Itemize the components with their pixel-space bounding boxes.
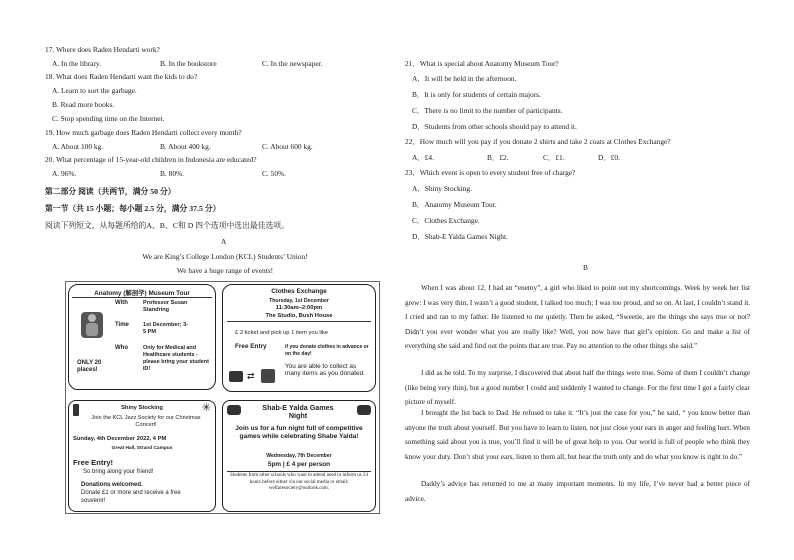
question-17: 17. Where does Raden Hendarti work? — [45, 45, 160, 54]
only-places: ONLY 20 places! — [77, 360, 102, 373]
yalda-join: Join us for a fun night full of competitive games while celebrating Shabe Yalda! — [235, 425, 363, 440]
question-20: 20. What percentage of 15-year-old children in Indonesia are educated? — [45, 155, 257, 164]
clothes-date: Thursday, 1st December — [269, 298, 329, 304]
clothes-collect: You are able to collect as many items as you donated. — [285, 363, 365, 377]
q21-option-b: B．It is only for students of certain majors. — [412, 90, 541, 99]
passage-b-paragraph-1: When I was about 12, I had an “enemy”, a girl who liked to point out my shortcomings. Week by week her list grew: I was very thin, I wasn’t a good student, I talked too much; I was too proud, and so on. At last, I couldn’t stand it. I cried and ran to my father. He listened to me quietly. Then he asked, “Sweetie, are the things she says true or not? Didn’t you ever wonder what you are really like? Well, you now have that girl’s opinion. Go and make a list of everything she said and find out the points that are true. Pay no attention to the other things she said.” — [405, 284, 750, 351]
q22-option-a: A．£4. — [412, 153, 434, 162]
q19-option-c: C. About 600 kg. — [262, 142, 313, 151]
stocking-date: Sunday, 4th December 2022, 4 PM — [73, 436, 167, 442]
yalda-students: Students from other schools who want to attend need to inform us 24 hours before either via our social media or email: welfaresociety@outlook.com. — [229, 473, 369, 492]
snowflake-icon: ✳ — [201, 402, 211, 414]
section-one-heading: 第一节（共 15 小题；每小题 2.5 分，满分 37.5 分） — [45, 204, 221, 213]
shiny-stocking-card — [68, 400, 216, 512]
with-value: Professor Susan Standring — [143, 300, 188, 313]
museum-title: Anatomy (解剖学) Museum Tour — [94, 290, 190, 297]
yalda-games-card — [222, 400, 376, 512]
q20-option-c: C. 50%. — [262, 169, 287, 178]
museum-tour-card — [68, 284, 216, 390]
clothes-title: Clothes Exchange — [271, 288, 327, 295]
q19-option-b: B. About 400 kg. — [160, 142, 211, 151]
q21-option-c: C．There is no limit to the number of participants. — [412, 106, 563, 115]
game-controller-icon-right — [357, 405, 371, 415]
q17-option-c: C. In the newspaper. — [262, 59, 323, 68]
q23-option-d: D．Shab-E Yalda Games Night. — [412, 232, 508, 241]
clothes-time: 11:30am–2:00pm — [275, 305, 323, 311]
q18-option-b: B. Read more books. — [52, 100, 115, 109]
passage-a-label: A — [221, 237, 227, 246]
exchange-arrows-icon: ⇄ — [247, 371, 255, 381]
q17-option-b: B. In the bookstore — [160, 59, 217, 68]
anatomy-figure-icon — [81, 312, 103, 338]
clothes-exchange-card — [222, 284, 376, 392]
q22-option-b: B．£2. — [487, 153, 509, 162]
q20-option-a: A. 96%. — [52, 169, 77, 178]
q21-option-a: A．It will be held in the afternoon. — [412, 74, 517, 83]
q23-option-a: A．Shiny Stocking. — [412, 184, 472, 193]
passage-b-paragraph-3: I brought the list back to Dad. He refused to take it. “It’s just the case for you,” he said, “ you know better than anyone the truth about yourself. But you have to learn to listen, not just close your ears in anger and feeling hurt. When something said about you is true, you’ll find it will be of great help to you. Our world is full of people who think they know your duty. Don’t shut your ears, listen to them all, but hear the truth only and do what you know is right to do.” — [405, 409, 750, 461]
q23-option-c: C．Clothes Exchange. — [412, 216, 480, 225]
who-value: Only for Medical and Healthcare students - please bring your student ID! — [143, 345, 209, 372]
q18-option-a: A. Learn to sort the garbage. — [52, 86, 137, 95]
instructions: 阅读下列短文，从每题所给的A、B、C和 D 四个选项中选出最佳选项。 — [45, 221, 289, 230]
q17-option-a: A. In the library. — [52, 59, 101, 68]
passage-b-paragraph-4: Daddy’s advice has returned to me at many important moments. In my life, I’ve never had a better piece of advice. — [405, 480, 750, 503]
passage-b-label: B — [583, 263, 588, 272]
clothes-ticket: £ 2 ticket and pick up 1 item you like — [235, 330, 329, 336]
question-19: 19. How much garbage does Raden Hendarti collect every month? — [45, 128, 242, 137]
question-21: 21．What is special about Anatomy Museum Tour? — [405, 59, 559, 68]
with-label: With — [115, 300, 128, 306]
stocking-title: Shiny Stocking — [121, 405, 163, 411]
game-controller-icon — [227, 405, 241, 415]
intro-line-2: We have a huge range of events! — [176, 266, 274, 275]
coat-icon — [261, 369, 275, 383]
shirt-icon — [229, 371, 243, 382]
q19-option-a: A. About 100 kg. — [52, 142, 104, 151]
stocking-donate: Donate £1 or more and receive a free souvenir! — [81, 490, 181, 504]
q21-option-d: D．Students from other schools should pay to attend it. — [412, 122, 577, 131]
who-label: Who — [115, 345, 128, 351]
time-label: Time — [115, 322, 129, 328]
q18-option-c: C. Stop spending time on the Internet. — [52, 114, 165, 123]
clothes-free-rest: if you donate clothes in advance or on the day! — [285, 344, 369, 357]
q20-option-b: B. 80%. — [160, 169, 185, 178]
part-two-heading: 第二部分 阅读（共两节，满分 50 分） — [45, 187, 176, 196]
question-22: 22．How much will you pay if you donate 2 shirts and take 2 coats at Clothes Exchange? — [405, 137, 671, 146]
q23-option-b: B．Anatomy Museum Tour. — [412, 200, 497, 209]
clothes-free-entry: Free Entry — [235, 343, 267, 350]
question-23: 23．Which event is open to every student free of charge? — [405, 168, 576, 177]
stocking-place: Great Hall, Strand Campus — [111, 446, 173, 451]
q22-option-d: D．£0. — [598, 153, 620, 162]
time-value: 1st December; 3-5 PM — [143, 322, 189, 335]
question-18: 18. What does Raden Hendarti want the kids to do? — [45, 72, 198, 81]
stocking-bring: So bring along your friend! — [83, 469, 154, 475]
stocking-free-entry: Free Entry! — [73, 458, 114, 467]
yalda-title: Shab-E Yalda Games Night — [262, 403, 334, 420]
passage-b-paragraph-2: I did as he told. To my surprise, I discovered that about half the things were true. Some of them I couldn’t change (like being very thin), but a good number I could and suddenly I wanted to change. For the first time I got a fairly clear picture of myself. — [405, 369, 750, 407]
q22-option-c: C．£1. — [543, 153, 565, 162]
clothes-place: The Studio, Bush House — [265, 313, 333, 319]
intro-line-1: We are King’s College London (KCL) Students’ Union! — [142, 252, 308, 261]
yalda-date: Wednesday, 7th December — [266, 453, 332, 459]
stocking-join: Join the KCL Jazz Society for our Christmas Concert! — [91, 415, 201, 428]
yalda-time: 5pm | £ 4 per person — [267, 461, 331, 468]
stocking-donations: Donations welcomed. — [81, 482, 143, 488]
